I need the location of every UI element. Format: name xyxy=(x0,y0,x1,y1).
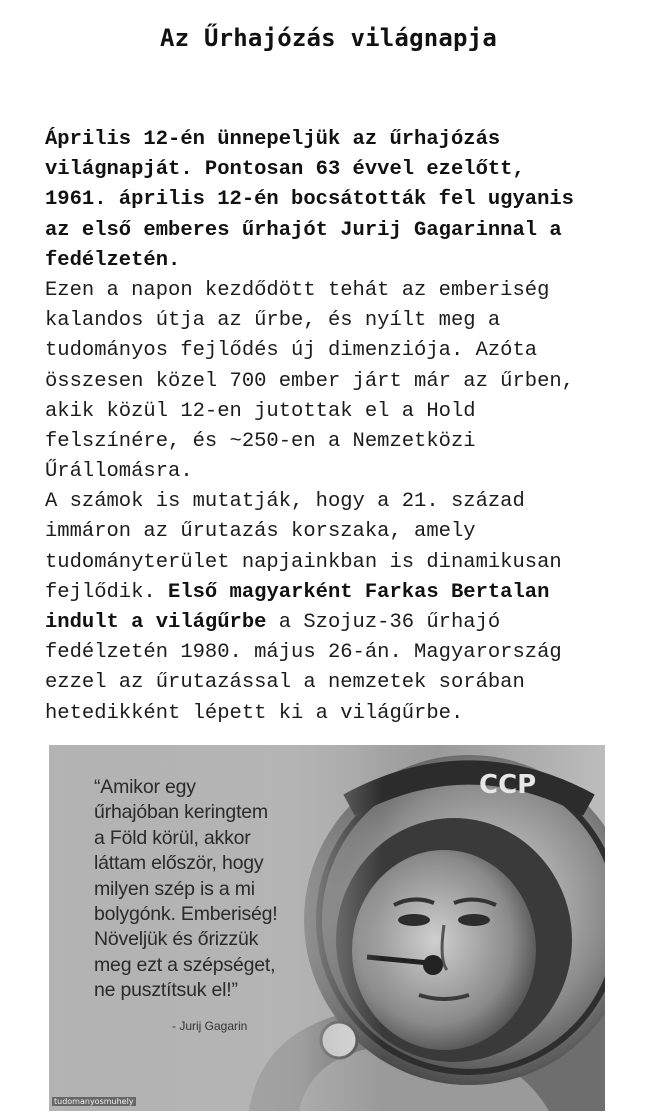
text-line: tudományterület napjainkban is dinamikusan xyxy=(45,550,562,574)
quote-line: ne pusztítsuk el!” xyxy=(94,979,238,1002)
text-line: immáron az űrutazás korszaka, amely xyxy=(45,520,476,544)
text-line: fedélzetén. xyxy=(45,248,181,272)
article-body xyxy=(45,125,635,729)
text-line: összesen közel 700 ember járt már az űrben, xyxy=(45,369,574,393)
quote-line: Növeljük és őrizzük xyxy=(94,928,259,951)
text-line: fejlődik. Első magyarként Farkas Bertalan xyxy=(45,580,550,604)
page-title: Az Űrhajózás világnapja xyxy=(160,24,497,52)
text-line: Április 12-én ünnepeljük az űrhajózás xyxy=(45,128,501,151)
text-line: 1961. április 12-én bocsátották fel ugyanis xyxy=(45,188,574,212)
quote-line: űrhajóban keringtem xyxy=(94,801,268,824)
gagarin-quote xyxy=(94,775,344,1004)
quote-line: a Föld körül, akkor xyxy=(94,826,251,849)
quote-line: bolygónk. Emberiség! xyxy=(94,903,278,926)
gagarin-quote-image xyxy=(49,745,605,1111)
text-line: Ezen a napon kezdődött tehát az emberiség xyxy=(45,278,550,302)
quote-line: milyen szép is a mi xyxy=(94,877,255,900)
quote-author: - Jurij Gagarin xyxy=(172,1019,248,1033)
text-line: Űrállomásra. xyxy=(45,460,193,484)
quote-line: “Amikor egy xyxy=(94,776,196,798)
quote-line: meg ezt a szépséget, xyxy=(94,953,276,976)
text-line: kalandos útja az űrbe, és nyílt meg a xyxy=(45,309,501,333)
image-watermark: tudomanyosmuhely xyxy=(54,1097,134,1106)
text-line: az első emberes űrhajót Jurij Gagarinnal a xyxy=(45,218,562,242)
text-line: tudományos fejlődés új dimenziója. Azóta xyxy=(45,339,538,363)
text-line: felszínére, és ~250-en a Nemzetközi xyxy=(45,429,476,453)
text-line: A számok is mutatják, hogy a 21. század xyxy=(45,490,525,514)
text-line: fedélzetén 1980. május 26-án. Magyarország xyxy=(45,641,562,665)
text-line: ezzel az űrutazással a nemzetek sorában xyxy=(45,671,525,695)
text-line: világnapját. Pontosan 63 évvel ezelőtt, xyxy=(45,158,525,182)
text-line: hetedikként lépett ki a világűrbe. xyxy=(45,701,464,725)
text-line: indult a világűrbe a Szojuz-36 űrhajó xyxy=(45,611,501,634)
quote-line: láttam először, hogy xyxy=(94,852,264,875)
text-line: akik közül 12-en jutottak el a Hold xyxy=(45,399,476,423)
